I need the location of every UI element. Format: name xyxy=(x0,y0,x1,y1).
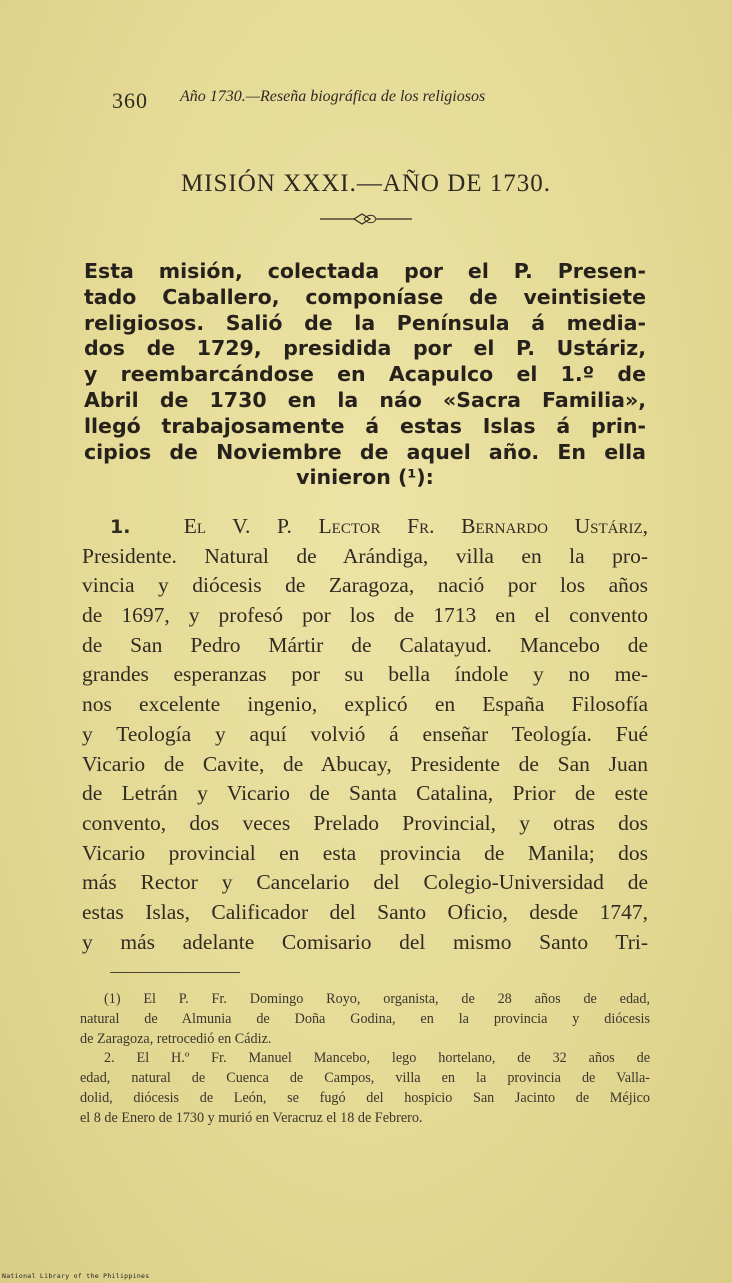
summary-line: y reembarcándose en Acapulco el 1.º de xyxy=(84,362,646,387)
summary-line: llegó trabajosamente á estas Islas á prin- xyxy=(84,413,646,438)
footnote-line: edad, natural de Cuenca de Campos, villa en la provincia de Valla- xyxy=(80,1070,650,1087)
running-head xyxy=(112,86,612,116)
ornament-divider-icon xyxy=(318,210,414,228)
summary-line: tado Caballero, componíase de veintisiete xyxy=(84,284,646,309)
entry-line: nos excelente ingenio, explicó en España Filosofía xyxy=(82,692,648,717)
footnote-line: el 8 de Enero de 1730 y murió en Veracruz el 18 de Febrero. xyxy=(80,1109,423,1126)
entry-line: Vicario de Cavite, de Abucay, Presidente de San Juan xyxy=(82,751,648,776)
footnotes xyxy=(80,990,650,1129)
entry-line: más Rector y Cancelario del Colegio-Universidad de xyxy=(82,870,648,895)
footnote-line: 2. El H.º Fr. Manuel Mancebo, lego hortelano, de 32 años de xyxy=(104,1050,650,1067)
footnote-rule xyxy=(110,972,240,973)
running-title: Año 1730.—Reseña biográfica de los religiosos xyxy=(180,88,486,105)
entry-line: vincia y diócesis de Zaragoza, nació por los años xyxy=(82,573,648,598)
library-credit: National Library of the Philippines xyxy=(2,1272,150,1280)
summary-line: cipios de Noviembre de aquel año. En ella xyxy=(84,439,646,464)
footnote-line: dolid, diócesis de León, se fugó del hospicio San Jacinto de Méjico xyxy=(80,1089,650,1106)
entry-line: Presidente. Natural de Arándiga, villa en la pro- xyxy=(82,543,648,568)
entry-line: estas Islas, Calificador del Santo Oficio, desde 1747, xyxy=(82,899,648,924)
summary-line: Abril de 1730 en la náo «Sacra Familia», xyxy=(84,387,646,412)
entry-line: de 1697, y profesó por los de 1713 en el convento xyxy=(82,603,648,628)
entry-1 xyxy=(82,512,648,957)
entry-line: de Letrán y Vicario de Santa Catalina, Prior de este xyxy=(82,781,648,806)
footnote-line: de Zaragoza, retrocedió en Cádiz. xyxy=(80,1030,272,1047)
entry-first-line xyxy=(82,512,648,542)
summary-line: Esta misión, colectada por el P. Presen- xyxy=(84,259,646,283)
entry-line: de San Pedro Mártir de Calatayud. Mancebo de xyxy=(82,632,648,657)
footnote-line: natural de Almunia de Doña Godina, en la provincia y diócesis xyxy=(80,1010,650,1027)
mission-title: MISIÓN XXXI.—AÑO DE 1730. xyxy=(180,170,552,197)
entry-heading: El V. P. Lector Fr. Bernardo Ustáriz, xyxy=(183,514,648,538)
footnote-line: (1) El P. Fr. Domingo Royo, organista, de 28 años de edad, xyxy=(104,991,650,1007)
mission-summary xyxy=(84,259,646,491)
entry-line: y más adelante Comisario del mismo Santo Tri- xyxy=(82,929,648,954)
summary-line: vinieron (¹): xyxy=(296,465,434,490)
entry-line: grandes esperanzas por su bella índole y no me- xyxy=(82,662,648,687)
entry-line: convento, dos veces Prelado Provincial, y otras dos xyxy=(82,810,648,835)
summary-line: religiosos. Salió de la Península á media- xyxy=(84,310,646,335)
page-number: 360 xyxy=(112,88,148,113)
entry-number: 1. xyxy=(110,516,131,538)
entry-line: y Teología y aquí volvió á enseñar Teología. Fué xyxy=(82,721,648,746)
entry-line: Vicario provincial en esta provincia de Manila; dos xyxy=(82,840,648,865)
summary-line: dos de 1729, presidida por el P. Ustáriz, xyxy=(84,336,646,361)
